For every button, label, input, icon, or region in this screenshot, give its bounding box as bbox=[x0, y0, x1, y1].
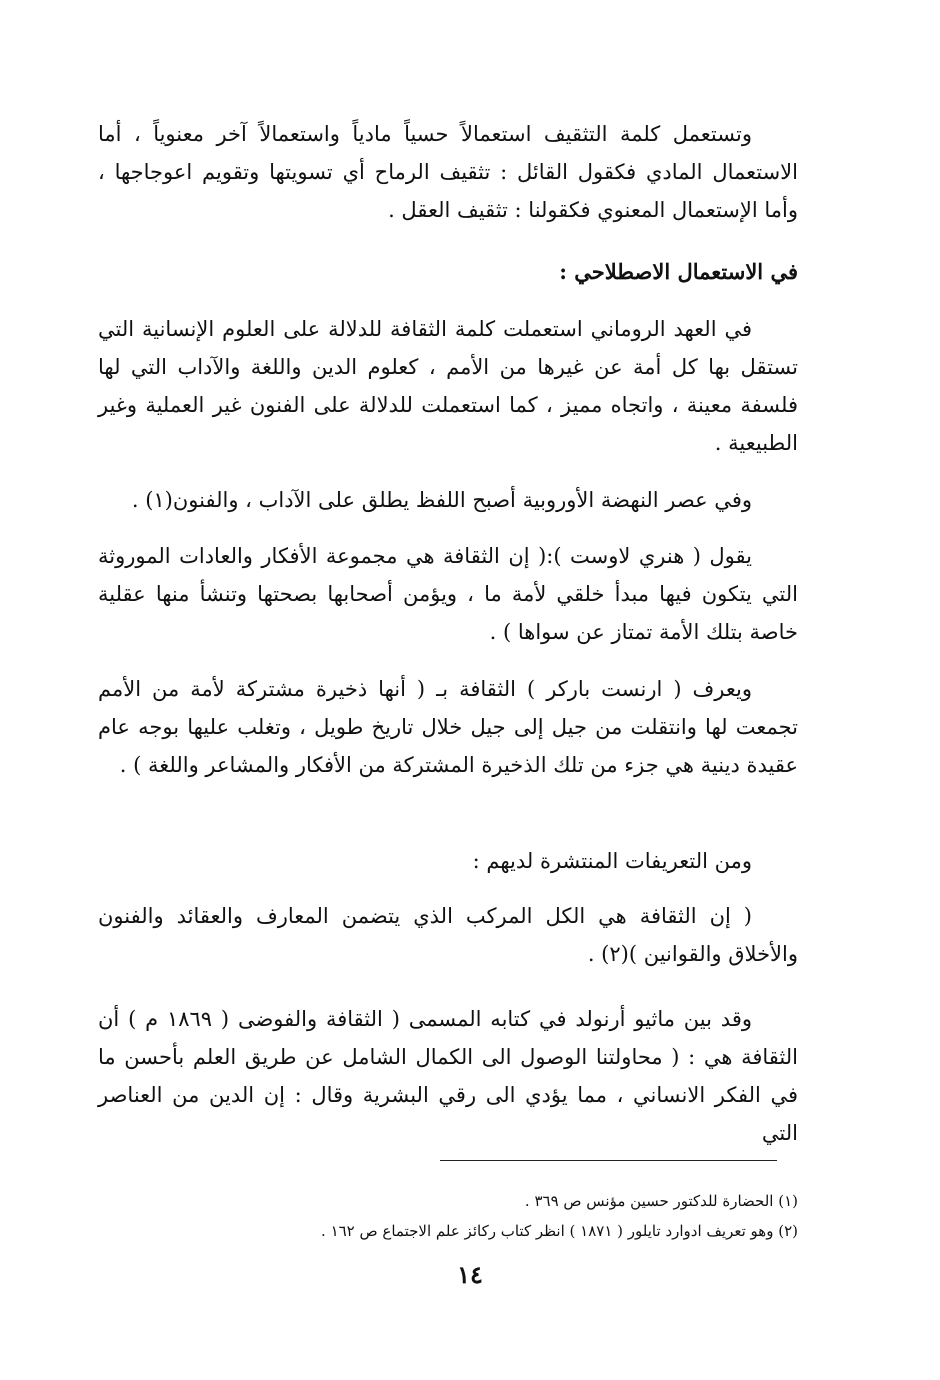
page-number: ١٤ bbox=[457, 1260, 483, 1289]
paragraph-tylor-definition bbox=[98, 897, 798, 973]
paragraph-text: ومن التعريفات المنتشرة لديهم : bbox=[472, 849, 752, 873]
footnote-2: (٢) وهو تعريف ادوارد تايلور ( ١٨٧١ ) انظر كتاب ركائز علم الاجتماع ص ١٦٢ . bbox=[321, 1222, 798, 1240]
paragraph-text: وقد بين ماثيو أرنولد في كتابه المسمى ( الثقافة والفوضى ( ١٨٦٩ م ) أن الثقافة هي : ( محاولتنا الوصول الى الكمال الشامل عن طريق العلم بأحسن ما في الفكر الانساني ، مما يؤدي الى رقي البشرية وقال : إن الدين من العناصر التي bbox=[98, 1007, 798, 1145]
section-heading: في الاستعمال الاصطلاحي : bbox=[559, 259, 798, 284]
paragraph-roman-era bbox=[98, 310, 798, 462]
paragraph-matthew-arnold bbox=[98, 1000, 798, 1152]
paragraph-tathqif-usage bbox=[98, 115, 798, 229]
paragraph-henri-laoust bbox=[98, 537, 798, 651]
footnote-divider bbox=[440, 1160, 777, 1161]
paragraph-text: ويعرف ( ارنست باركر ) الثقافة بـ ( أنها ذخيرة مشتركة لأمة من الأمم تجمعت لها وانتقلت من جيل إلى جيل خلال تاريخ طويل ، وتغلب عليها بوجه عام عقيدة دينية هي جزء من تلك الذخيرة المشتركة من الأفكار والمشاعر واللغة ) . bbox=[98, 677, 798, 777]
paragraph-text: وفي عصر النهضة الأوروبية أصبح اللفظ يطلق على الآداب ، والفنون(١) . bbox=[131, 488, 752, 512]
footnote-1: (١) الحضارة للدكتور حسين مؤنس ص ٣٦٩ . bbox=[524, 1192, 798, 1210]
paragraph-text: يقول ( هنري لاوست ):( إن الثقافة هي مجموعة الأفكار والعادات الموروثة التي يتكون فيها مبدأ خلقي لأمة ما ، ويؤمن أصحابها بصحتها وتنشأ منها عقلية خاصة بتلك الأمة تمتاز عن سواها ) . bbox=[98, 544, 798, 644]
paragraph-text: وتستعمل كلمة التثقيف استعمالاً حسياً مادياً واستعمالاً آخر معنوياً ، أما الاستعمال المادي فكقول القائل : تثقيف الرماح أي تسويتها وتقويم اعوجاجها ، وأما الإستعمال المعنوي فكقولنا : تثقيف العقل . bbox=[98, 122, 798, 222]
paragraph-renaissance bbox=[98, 481, 798, 519]
paragraph-text: ( إن الثقافة هي الكل المركب الذي يتضمن المعارف والعقائد والفنون والأخلاق والقوانين )(٢) . bbox=[98, 904, 798, 966]
footnotes bbox=[98, 1186, 798, 1246]
paragraph-text: في العهد الروماني استعملت كلمة الثقافة للدلالة على العلوم الإنسانية التي تستقل بها كل أمة عن غيرها من الأمم ، كعلوم الدين واللغة والآداب التي لها فلسفة معينة ، واتجاه مميز ، كما استعملت للدلالة على الفنون غير العملية وغير الطبيعية . bbox=[98, 317, 798, 455]
paragraph-ernest-barker bbox=[98, 670, 798, 784]
paragraph-definitions-intro bbox=[98, 842, 798, 880]
